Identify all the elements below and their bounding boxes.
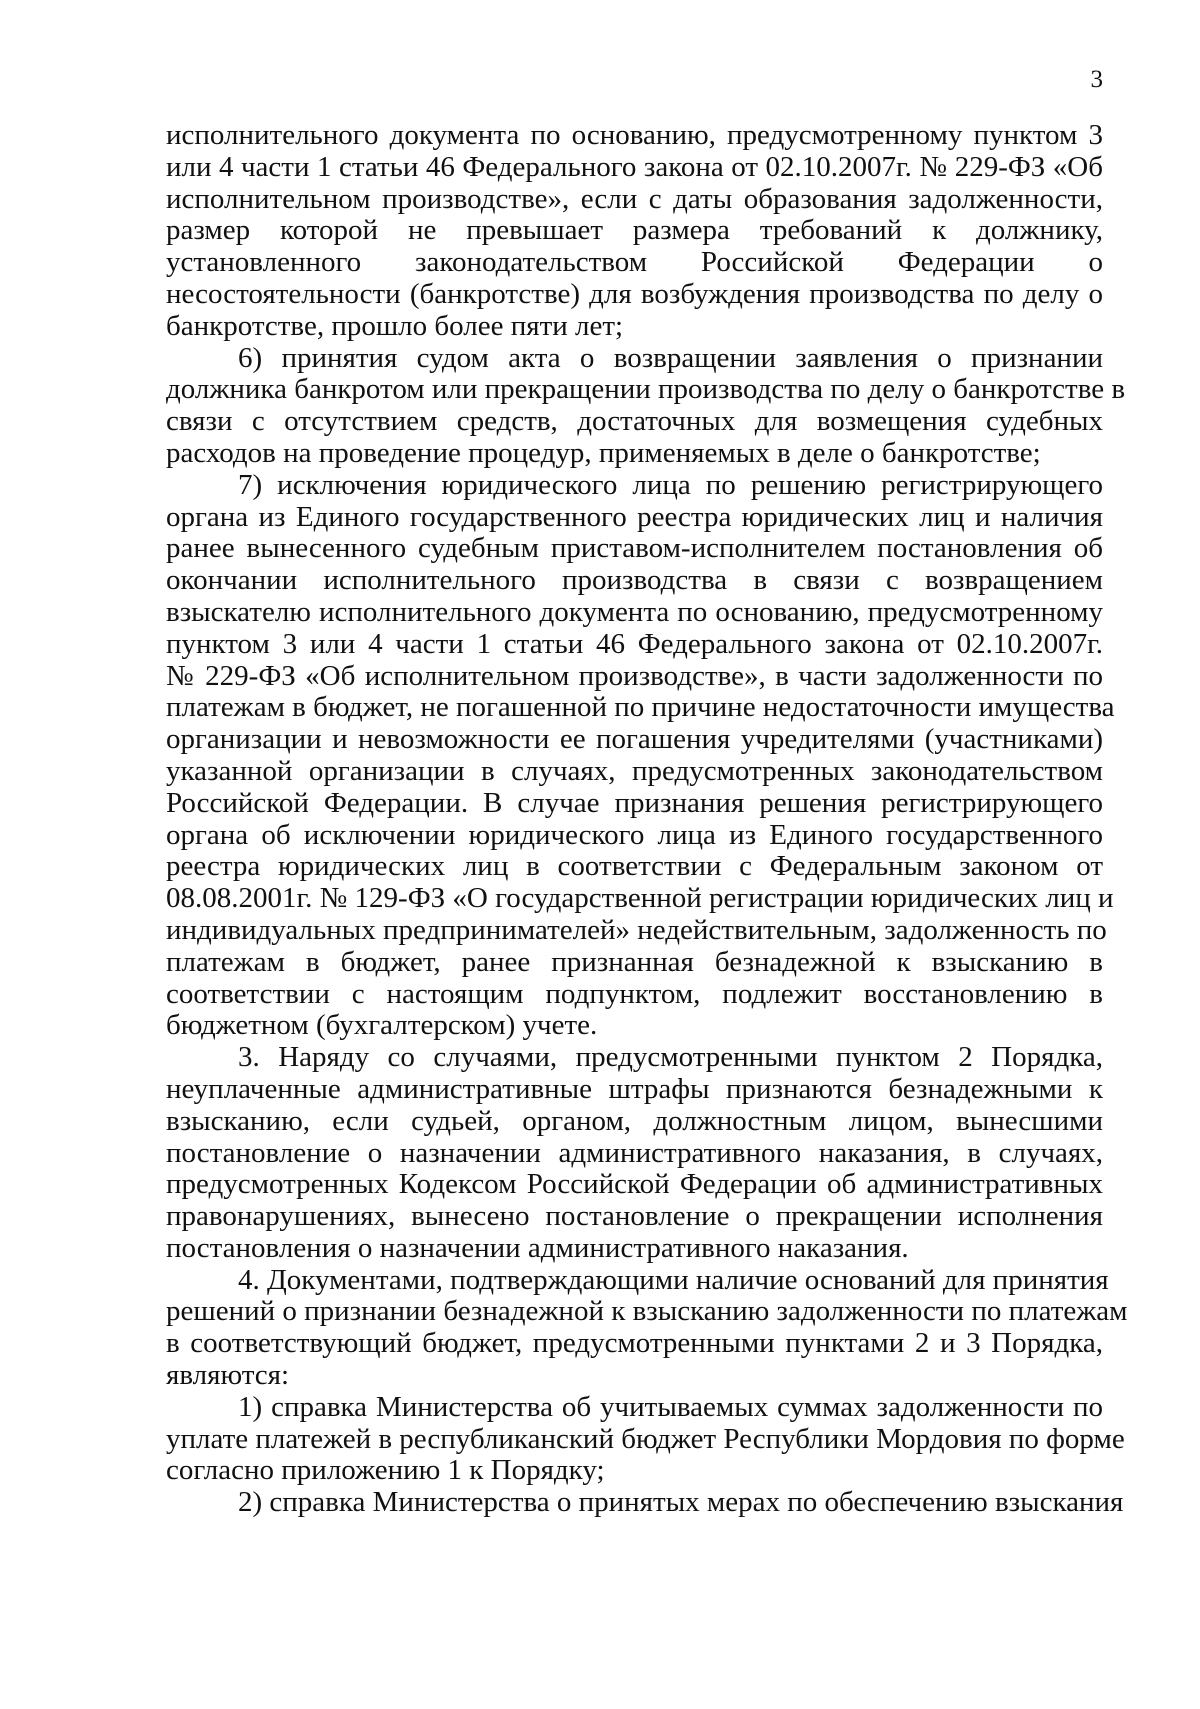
- text-line: 2) справка Министерства о принятых мерах по обеспечению взыскания: [238, 1486, 1124, 1519]
- text-line: 6) принятия судом акта о возвращении заявления о признании: [238, 341, 1103, 374]
- text-line: расходов на проведение процедур, применяемых в деле о банкротстве;: [166, 436, 1041, 469]
- text-line: установленного законодательством Российской Федерации о: [166, 246, 1103, 279]
- text-line: постановления о назначении административного наказания.: [166, 1231, 909, 1264]
- text-line: неуплаченные административные штрафы признаются безнадежными к: [166, 1072, 1103, 1105]
- text-line: реестра юридических лиц в соответствии с Федеральным законом от: [166, 850, 1103, 883]
- text-line: согласно приложению 1 к Порядку;: [166, 1454, 605, 1487]
- text-line: органа об исключении юридического лица из Единого государственного: [166, 818, 1103, 851]
- text-line: банкротстве, прошло более пяти лет;: [166, 309, 624, 342]
- text-line: взыскателю исполнительного документа по основанию, предусмотренному: [166, 595, 1103, 628]
- text-line: пунктом 3 или 4 части 1 статьи 46 Федерального закона от 02.10.2007г.: [166, 627, 1103, 660]
- text-line: органа из Единого государственного реестра юридических лиц и наличия: [166, 500, 1103, 533]
- text-line: 08.08.2001г. № 129-ФЗ «О государственной регистрации юридических лиц и: [166, 882, 1114, 915]
- text-line: правонарушениях, вынесено постановление о прекращении исполнения: [166, 1200, 1103, 1233]
- text-line: соответствии с настоящим подпунктом, подлежит восстановлению в: [166, 977, 1103, 1010]
- text-line: окончании исполнительного производства в связи с возвращением: [166, 564, 1103, 597]
- text-line: исполнительного документа по основанию, предусмотренному пунктом 3: [166, 119, 1103, 151]
- text-line: исполнительном производстве», если с даты образования задолженности,: [166, 182, 1103, 215]
- text-line: являются:: [166, 1359, 290, 1392]
- text-line: уплате платежей в республиканский бюджет Республики Мордовия по форме: [166, 1422, 1125, 1455]
- text-line: Российской Федерации. В случае признания решения регистрирующего: [166, 786, 1103, 819]
- text-line: постановление о назначении административного наказания, в случаях,: [166, 1136, 1103, 1169]
- text-line: предусмотренных Кодексом Российской Федерации об административных: [166, 1168, 1103, 1201]
- text-line: платежам в бюджет, ранее признанная безнадежной к взысканию в: [166, 945, 1103, 978]
- document-body: [166, 119, 1128, 1519]
- text-line: 1) справка Министерства об учитываемых суммах задолженности по: [238, 1390, 1103, 1423]
- text-line: 3. Наряду со случаями, предусмотренными пунктом 2 Порядка,: [238, 1041, 1103, 1074]
- page-number: 3: [1090, 66, 1103, 93]
- text-line: № 229-ФЗ «Об исполнительном производстве», в части задолженности по: [166, 659, 1103, 692]
- text-line: взысканию, если судьей, органом, должностным лицом, вынесшими: [166, 1104, 1103, 1137]
- text-line: решений о признании безнадежной к взысканию задолженности по платежам: [166, 1295, 1128, 1328]
- text-line: индивидуальных предпринимателей» недействительным, задолженность по: [166, 913, 1107, 946]
- text-line: организации и невозможности ее погашения учредителями (участниками): [166, 723, 1103, 756]
- text-line: размер которой не превышает размера требований к должнику,: [166, 214, 1103, 247]
- text-line: несостоятельности (банкротстве) для возбуждения производства по делу о: [166, 277, 1103, 310]
- text-line: или 4 части 1 статьи 46 Федерального закона от 02.10.2007г. № 229-ФЗ «Об: [166, 150, 1103, 183]
- text-line: должника банкротом или прекращении производства по делу о банкротстве в: [166, 373, 1126, 406]
- text-line: связи с отсутствием средств, достаточных для возмещения судебных: [166, 405, 1103, 438]
- text-line: ранее вынесенного судебным приставом-исполнителем постановления об: [166, 532, 1103, 565]
- text-line: бюджетном (бухгалтерском) учете.: [166, 1009, 598, 1042]
- text-line: платежам в бюджет, не погашенной по причине недостаточности имущества: [166, 691, 1115, 724]
- text-line: 4. Документами, подтверждающими наличие оснований для принятия: [238, 1263, 1109, 1296]
- text-line: 7) исключения юридического лица по решению регистрирующего: [238, 468, 1103, 501]
- text-line: указанной организации в случаях, предусмотренных законодательством: [166, 754, 1103, 787]
- text-line: в соответствующий бюджет, предусмотренными пунктами 2 и 3 Порядка,: [166, 1327, 1103, 1360]
